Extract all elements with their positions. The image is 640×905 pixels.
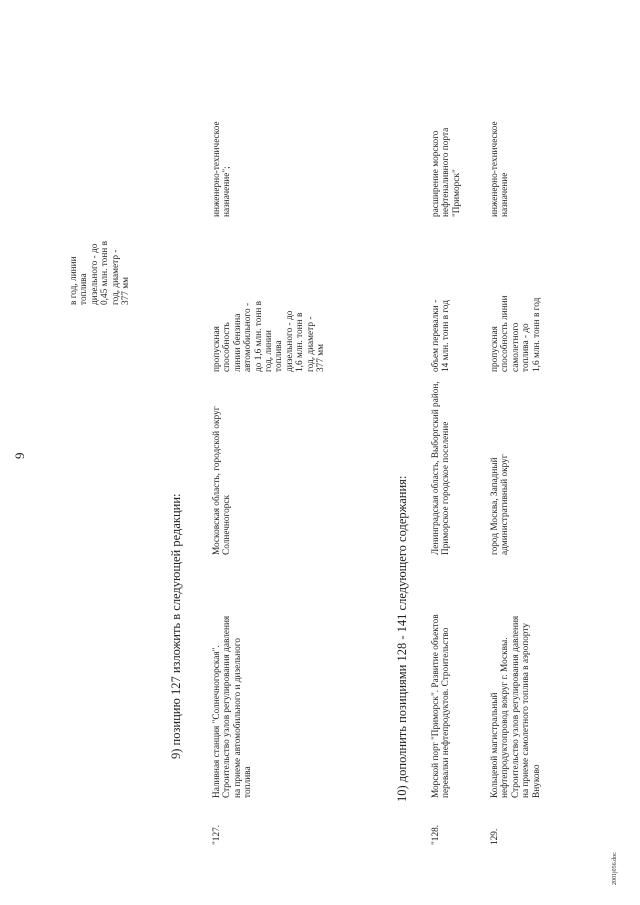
- footer-filename: 2001j056.doc: [612, 852, 618, 885]
- capacity-line: пропускная: [212, 326, 222, 372]
- name-line: Внуково: [531, 764, 542, 798]
- name-line: Кольцевой магистральный: [490, 692, 500, 798]
- capacity-line: дизельного - до: [284, 310, 295, 372]
- row-129-capacity: [490, 295, 542, 372]
- capacity-line: топлива - до: [521, 323, 532, 372]
- fragment-line: 377 мм: [121, 276, 132, 305]
- purpose-line: назначение: [500, 172, 511, 217]
- name-line: Строительство узлов регулирования давления: [222, 615, 233, 798]
- row-128-capacity: [431, 300, 452, 372]
- capacity-line: 1,6 млн. тонн в год: [531, 297, 542, 372]
- name-line: нефтепродуктопровод вокруг г. Москвы.: [500, 637, 511, 798]
- name-line: топлива: [243, 766, 254, 798]
- row-129-location: [490, 454, 511, 555]
- row-129-number: 129.: [490, 828, 500, 845]
- row-128-location: [431, 381, 452, 555]
- fragment-line: год, диаметр -: [110, 249, 121, 305]
- capacity-line: 14 млн. тонн в год: [441, 299, 452, 372]
- location-line: город Москва, Западный: [490, 457, 500, 555]
- row-128-name: [431, 614, 452, 798]
- name-line: на приеме автомобильного и дизельного: [232, 637, 243, 798]
- location-line: Солнечногорск: [222, 494, 233, 555]
- name-line: Морской порт "Приморск". Развитие объектов: [431, 614, 441, 798]
- fragment-line: дизельного - до: [89, 243, 100, 305]
- capacity-line: год, диаметр -: [305, 316, 316, 372]
- row-127-number: "127.: [212, 824, 222, 845]
- fragment-line: 0,45 млн. тонн в: [100, 241, 111, 305]
- capacity-line: год, линии: [264, 330, 275, 372]
- purpose-line: назначение";: [222, 166, 233, 217]
- name-line: перевалки нефтепродуктов. Строительство: [441, 627, 452, 798]
- row-127-capacity: [212, 301, 326, 372]
- capacity-line: способность линии: [500, 295, 511, 372]
- purpose-line: "Приморск": [451, 169, 462, 217]
- purpose-line: нефтеналивного порта: [441, 127, 452, 217]
- row-129-name: [490, 616, 542, 798]
- purpose-line: инженерно-техническое: [212, 121, 222, 217]
- capacity-line: пропускная: [490, 326, 500, 372]
- fragment-line: топлива: [79, 273, 90, 305]
- heading-10: 10) дополнить позициями 128 - 141 следующего содержания:: [395, 475, 409, 802]
- row-128-number: "128.: [431, 824, 441, 845]
- capacity-line: 1,6 млн. тонн в: [295, 312, 306, 372]
- capacity-line: до 1,6 млн. тонн в: [253, 300, 264, 372]
- row-127-name: [212, 616, 254, 798]
- purpose-line: расширение морского: [431, 130, 441, 217]
- row-127-location: [212, 406, 233, 555]
- capacity-line: линии бензина: [232, 313, 243, 372]
- location-line: Московская область, городской округ: [212, 406, 222, 555]
- name-line: Строительство узлов регулирования давления: [510, 615, 521, 798]
- capacity-line: способность: [222, 322, 233, 372]
- row-128-purpose: [431, 128, 462, 217]
- location-line: административный округ: [500, 454, 511, 555]
- location-line: Ленинградская область, Выборгский район,: [431, 381, 441, 555]
- location-line: Приморское городское поселение: [441, 421, 452, 555]
- capacity-line: автомобильного -: [243, 302, 254, 372]
- capacity-line: топлива: [274, 340, 285, 372]
- top-fragment: [69, 241, 131, 305]
- page-number: 9: [12, 452, 27, 459]
- name-line: на приеме самолетного топлива в аэропорту: [521, 622, 532, 798]
- row-129-purpose: [490, 121, 511, 217]
- name-line: Наливная станция "Солнечногорская".: [212, 645, 222, 798]
- capacity-line: самолетного: [510, 322, 521, 372]
- capacity-line: объем перевалки -: [431, 299, 441, 372]
- row-127-purpose: [212, 121, 233, 217]
- purpose-line: инженерно-техническое: [490, 121, 500, 217]
- capacity-line: 377 мм: [316, 343, 327, 372]
- heading-9: 9) позицию 127 изложить в следующей редакции:: [169, 493, 183, 759]
- fragment-line: в год, линии: [69, 256, 79, 305]
